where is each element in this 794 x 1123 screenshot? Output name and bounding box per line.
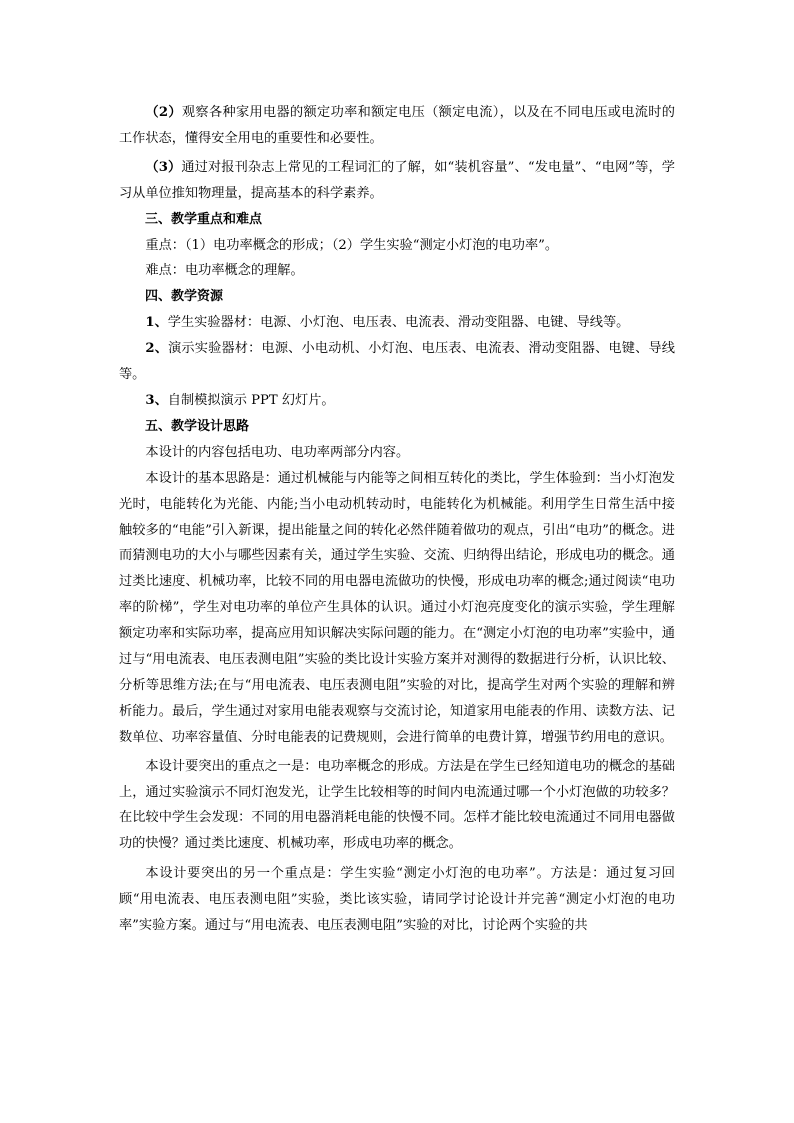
- paragraph-resource-1: [119, 310, 675, 336]
- paragraph-text: 本设计的内容包括电功、电功率两部分内容。: [145, 444, 410, 460]
- paragraph-text: 难点：电功率概念的理解。: [145, 263, 304, 279]
- paragraph-text: 重点：（1）电功率概念的形成；（2）学生实验“测定小灯泡的电功率”。: [145, 237, 559, 253]
- paragraph-design-approach: [119, 466, 675, 751]
- paragraph-design-intro: [119, 440, 675, 466]
- paragraph-resource-3: [119, 388, 675, 414]
- paragraph-design-focus-1: [119, 754, 675, 858]
- paragraph-text: 学生实验器材：电源、小灯泡、电压表、电流表、滑动变阻器、电键、导线等。: [167, 315, 630, 331]
- paragraph-objective-3: [119, 155, 675, 207]
- paragraph-design-focus-2: [119, 861, 675, 939]
- paragraph-text: 本设计的基本思路是：通过机械能与内能等之间相互转化的类比，学生体验到：当小灯泡发光时，电能转化为光能、内能;当小电动机转动时，电能转化为机械能。利用学生日常生活中接触较多的“电能”引入新课，提出能量之间的转化必然伴随着做功的观点，引出“电功”的概念。进而猜测电功的大小与哪些因素有关，通过学生实验、交流、归纳得出结论，形成电功的概念。通过类比速度、机械功率，比较不同的用电器电流做功的快慢，形成电功率的概念;通过阅读“电功率的阶梯”，学生对电功率的单位产生具体的认识。通过小灯泡亮度变化的演示实验，学生理解额定功率和实际功率，提高应用知识解决实际问题的能力。在“测定小灯泡的电功率”实验中，通过与“用电流表、电压表测电阻”实验的类比设计实验方案并对测得的数据进行分析，认识比较、分析等思维方法;在与“用电流表、电压表测电阻”实验的对比，提高学生对两个实验的理解和辨析能力。最后，学生通过对家用电能表观察与交流讨论，知道家用电能表的作用、读数方法、记数单位、功率容量值、分时电能表的记费规则，会进行简单的电费计算，增强节约用电的意识。: [119, 470, 675, 745]
- item-number: （2）: [145, 105, 182, 120]
- paragraph-text: 观察各种家用电器的额定功率和额定电压（额定电流），以及在不同电压或电流时的工作状态，懂得安全用电的重要性和必要性。: [119, 105, 675, 146]
- item-number: 3、: [145, 392, 168, 408]
- paragraph-key-points: [119, 233, 675, 259]
- item-number: （3）: [145, 159, 182, 175]
- item-number: 1、: [145, 315, 168, 331]
- item-number: 2、: [145, 341, 169, 357]
- paragraph-text: 本设计要突出的重点之一是：电功率概念的形成。方法是在学生已经知道电功的概念的基础上，通过实验演示不同灯泡发光，让学生比较相等的时间内电流通过哪一个小灯泡做的功较多？在比较中学生会发现：不同的用电器消耗电能的快慢不同。怎样才能比较电流通过不同用电器做功的快慢？通过类比速度、机械功率，形成电功率的概念。: [119, 758, 675, 852]
- paragraph-text: 本设计要突出的另一个重点是：学生实验“测定小灯泡的电功率”。方法是：通过复习回顾“用电流表、电压表测电阻”实验，类比该实验，请同学讨论设计并完善“测定小灯泡的电功率”实验方案。通过与“用电流表、电压表测电阻”实验的对比，讨论两个实验的共: [119, 866, 675, 934]
- paragraph-resource-2: [119, 336, 675, 388]
- section-heading-resources: 四、教学资源: [145, 289, 224, 305]
- section-heading-key-points: 三、教学重点和难点: [145, 211, 263, 227]
- document-page: [119, 100, 675, 939]
- paragraph-objective-2: [119, 100, 675, 152]
- paragraph-text: 演示实验器材：电源、小电动机、小灯泡、电压表、电流表、滑动变阻器、电键、导线等。: [119, 341, 675, 383]
- paragraph-text: 自制模拟演示 PPT 幻灯片。: [167, 392, 335, 408]
- paragraph-text: 通过对报刊杂志上常见的工程词汇的了解，如“装机容量”、“发电量”、“电网”等，学习从单位推知物理量，提高基本的科学素养。: [119, 159, 675, 201]
- paragraph-difficulty: [119, 258, 675, 284]
- section-heading-design: 五、教学设计思路: [145, 418, 250, 434]
